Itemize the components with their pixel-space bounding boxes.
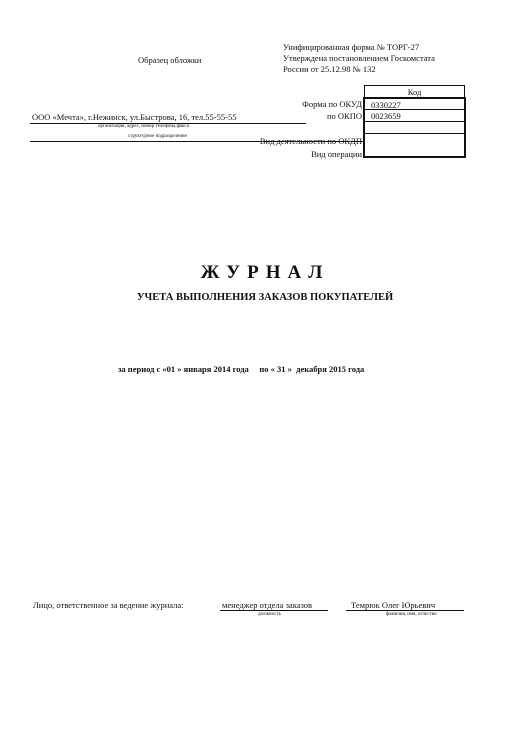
page-title: ЖУРНАЛ — [200, 262, 330, 283]
code-okud-label: Форма по ОКУД — [302, 99, 362, 109]
code-okpo-label: по ОКПО — [326, 111, 362, 121]
codes-table — [364, 98, 465, 158]
organization-text: ООО «Мечта», г.Нежинск, ул.Быстрова, 16, тел.55-55-55 — [32, 112, 237, 122]
code-okpo-value: 0023659 — [364, 110, 465, 122]
responsible-name: Темрюк Олег Юрьевич — [351, 600, 436, 610]
codes-header: Код — [364, 85, 465, 99]
responsible-label: Лицо, ответственное за ведение журнала: — [33, 600, 184, 610]
code-okdp-label: Вид деятельности по ОКДП — [259, 136, 362, 146]
unified-form-line-2: Утверждена постановлением Госкомстата — [283, 53, 435, 63]
code-okud-value: 0330227 — [364, 98, 465, 110]
unified-form-line-3: России от 25.12.98 № 132 — [283, 64, 376, 74]
name-caption: фамилия, имя, отчество — [386, 612, 437, 617]
sample-label: Образец обложки — [138, 55, 202, 65]
code-operation-label: Вид операции — [311, 149, 362, 159]
code-operation-value — [364, 134, 465, 158]
position-line — [220, 610, 328, 611]
page-subtitle: УЧЕТА ВЫПОЛНЕНИЯ ЗАКАЗОВ ПОКУПАТЕЛЕЙ — [136, 292, 394, 303]
unified-form-line-1: Унифицированная форма № ТОРГ-27 — [283, 42, 420, 52]
position-caption: должность — [258, 612, 281, 617]
period-text: за период с «01 » января 2014 года по « 31 » декабря 2015 года — [118, 364, 365, 374]
subdivision-line — [30, 141, 364, 142]
responsible-position: менеджер отдела заказов — [222, 600, 313, 610]
code-okdp-value — [364, 122, 465, 134]
organization-caption: организация, адрес, номер телефона,факса — [98, 124, 189, 129]
subdivision-caption: структурное подразделение — [128, 134, 187, 139]
name-line — [346, 610, 464, 611]
